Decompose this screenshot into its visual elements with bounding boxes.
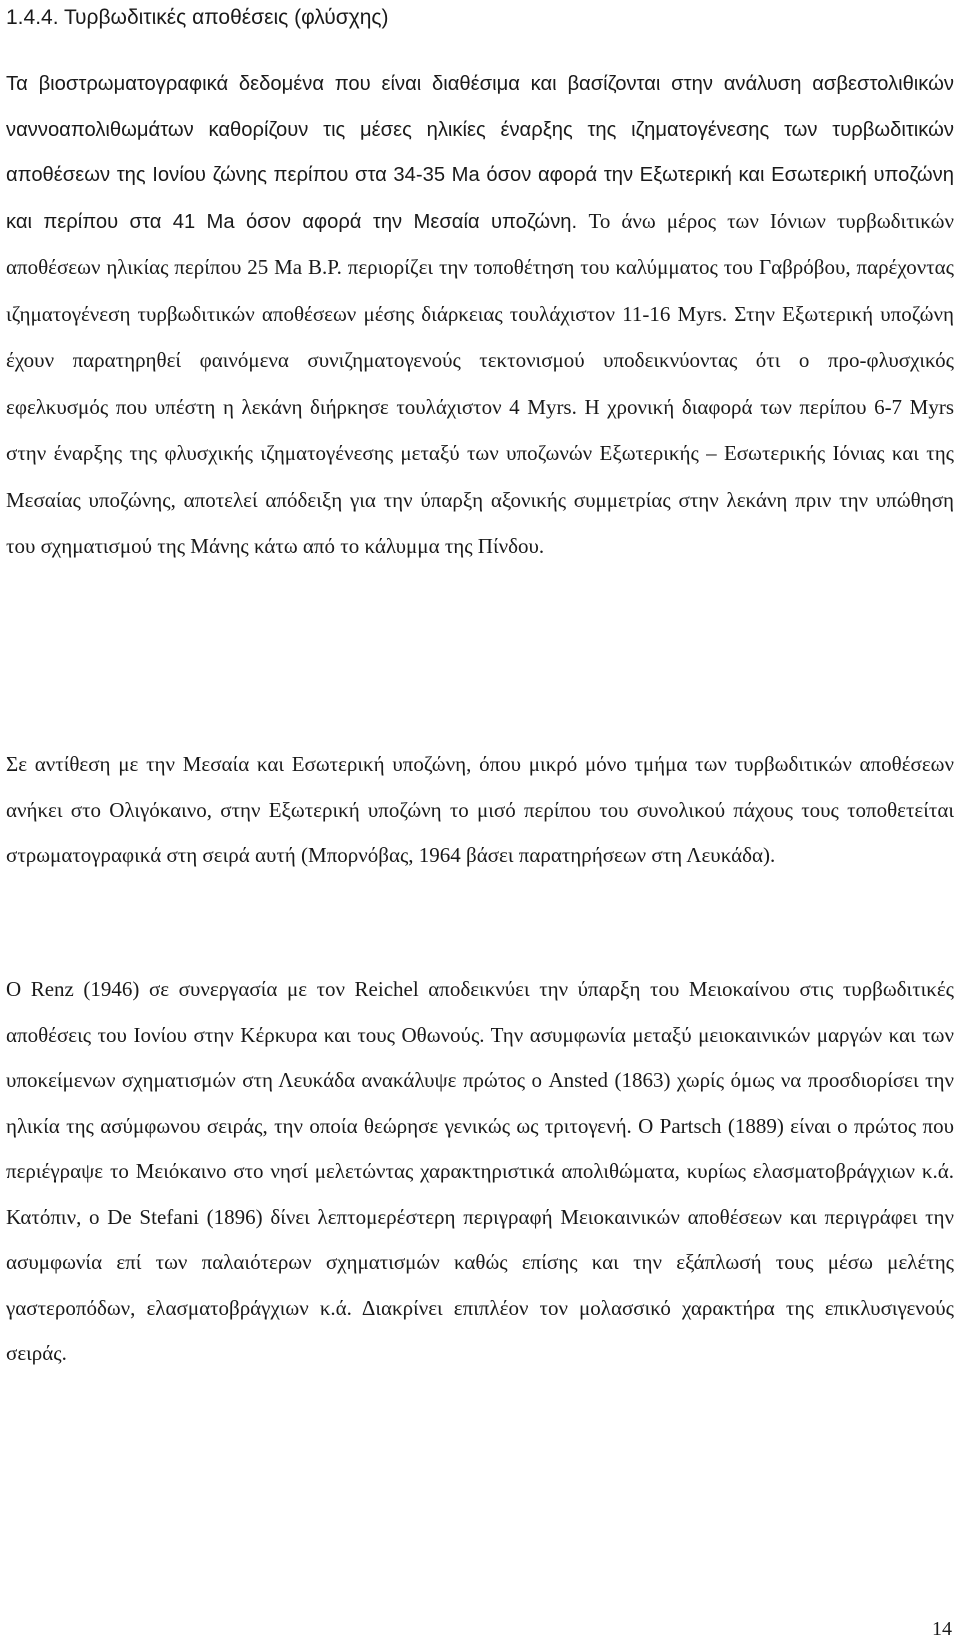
page-number: 14: [932, 1618, 952, 1640]
paragraph-biostratigraphy: [6, 62, 954, 571]
section-number: 1.4.4.: [6, 6, 59, 29]
section-title: Τυρβωδιτικές αποθέσεις (φλύσχης): [64, 6, 389, 29]
section-heading: [6, 4, 389, 32]
paragraph-sans-segment: Τα βιοστρωματογραφικά δεδομένα που είναι διαθέσιμα και βασίζονται στην ανάλυση ασβεστολιθικών ναννοαπολιθωμάτων καθορίζουν τις μέσες ηλικίες έναρξης της ιζηματογένεσης των τυρβωδιτικών αποθέσεων της Ιονίου ζώνης περίπου στα 34-35 Ma όσον αφορά την Εξωτερική και Εσωτερική υποζώνη και περίπου στα 41 Ma όσον αφορά την Μεσαία υποζώνη.: [6, 73, 954, 233]
paragraph-oligocene: Σε αντίθεση με την Μεσαία και Εσωτερική υποζώνη, όπου μικρό μόνο τμήμα των τυρβωδιτικών αποθέσεων ανήκει στο Ολιγόκαινο, στην Εξωτερική υποζώνη το μισό περίπου του συνολικού πάχους τους τοποθετείται στρωματογραφικά στη σειρά αυτή (Μπορνόβας, 1964 βάσει παρατηρήσεων στη Λευκάδα).: [6, 752, 954, 867]
paragraph-serif-segment: Το άνω μέρος των Ιόνιων τυρβωδιτικών αποθέσεων ηλικίας περίπου 25 Ma B.P. περιορίζει την τοποθέτηση του καλύμματος του Γαβρόβου, παρέχοντας ιζηματογένεση τυρβωδιτικών αποθέσεων μέσης διάρκειας τουλάχιστον 11-16 Myrs. Στην Εξωτερική υποζώνη έχουν παρατηρηθεί φαινόμενα συνιζηματογενούς τεκτονισμού υποδεικνύοντας ότι ο προ-φλυσχικός εφελκυσμός που υπέστη η λεκάνη διήρκησε τουλάχιστον 4 Myrs. Η χρονική διαφορά των περίπου 6-7 Myrs στην έναρξης της φλυσχικής ιζηματογένεσης μεταξύ των υποζωνών Εξωτερικής – Εσωτερικής Ιόνιας και της Μεσαίας υποζώνης, αποτελεί απόδειξη για την ύπαρξη αξονικής συμμετρίας στην λεκάνη πριν την υπώθηση του σχηματισμού της Μάνης κάτω από το κάλυμμα της Πίνδου.: [6, 208, 954, 558]
paragraph-miocene-history: O Renz (1946) σε συνεργασία με τον Reichel αποδεικνύει την ύπαρξη του Μειοκαίνου στις τυρβωδιτικές αποθέσεις του Ιονίου στην Κέρκυρα και τους Οθωνούς. Την ασυμφωνία μεταξύ μειοκαινικών μαργών και των υποκείμενων σχηματισμών στη Λευκάδα ανακάλυψε πρώτος ο Ansted (1863) χωρίς όμως να προσδιορίσει την ηλικία της ασύμφωνου σειράς, την οποία θεώρησε γενικώς ως τριτογενή. Ο Partsch (1889) είναι ο πρώτος που περιέγραψε το Μειόκαινο στο νησί μελετώντας χαρακτηριστικά απολιθώματα, κυρίως ελασματοβράγχιων κ.ά. Κατόπιν, ο De Stefani (1896) δίνει λεπτομερέστερη περιγραφή Μειοκαινικών αποθέσεων και περιγράφει την ασυμφωνία επί των παλαιότερων σχηματισμών καθώς επίσης και την εξάπλωσή τους μέσω μελέτης γαστεροπόδων, ελασματοβράγχιων κ.ά. Διακρίνει επιπλέον τον μολασσικό χαρακτήρα της επικλυσιγενούς σειράς.: [6, 977, 954, 1365]
